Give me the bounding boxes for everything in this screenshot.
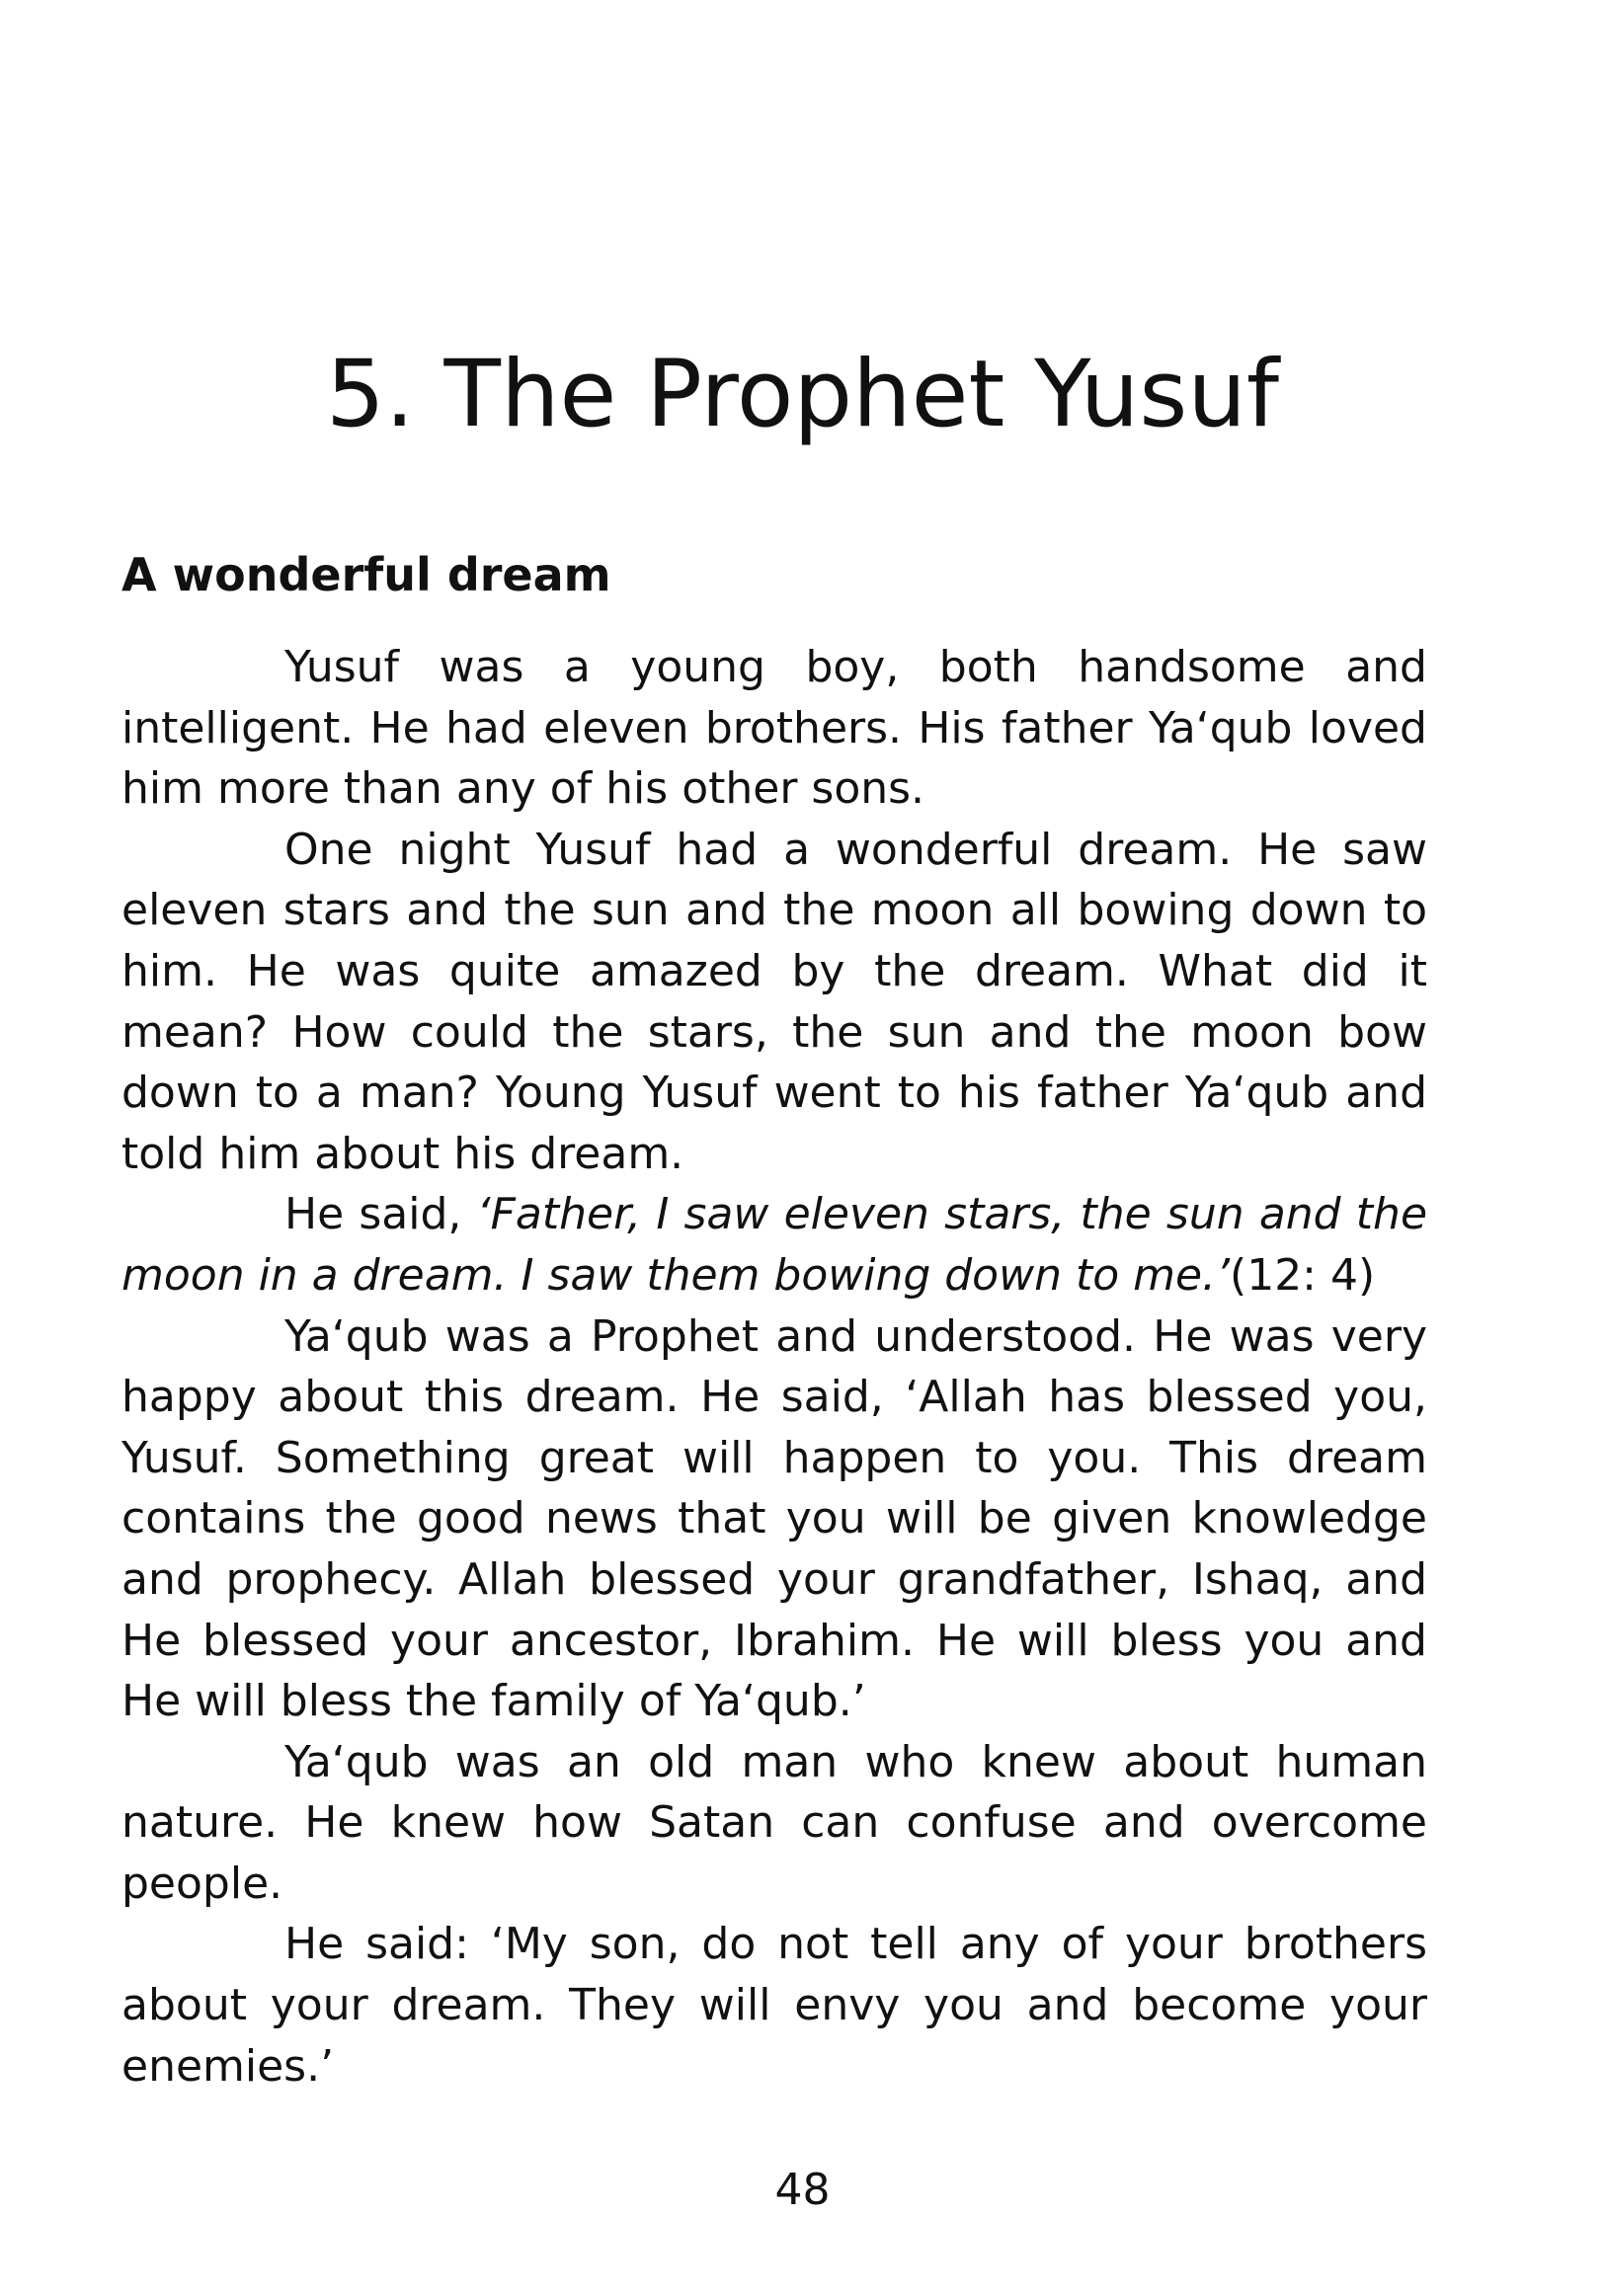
quote-lead: He said, [284,1189,477,1240]
page-number: 48 [774,2165,831,2215]
section-heading: A wonderful dream [121,548,611,601]
paragraph-2: One night Yusuf had a wonderful dream. He saw eleven stars and the sun and the moon all bowing down to him. He was quite amazed by the dream. What did it mean? How could the stars, the sun and the moon bow down to a man? Young Yusuf went to his father Ya‘qub and told him about his dream. [121,824,1427,1179]
verse-reference: (12: 4) [1230,1249,1376,1301]
quran-quote: ‘Father, I saw eleven stars, the sun and the moon in a dream. I saw them bowing down to me.’ [121,1189,1428,1301]
paragraph-5: Ya‘qub was an old man who knew about human nature. He knew how Satan can confuse and overcome people. [121,1736,1427,1909]
body-text [121,637,1427,2097]
paragraph-1: Yusuf was a young boy, both handsome and intelligent. He had eleven brothers. His father Ya‘qub loved him more than any of his other sons. [121,642,1427,815]
paragraph-6: He said: ‘My son, do not tell any of your brothers about your dream. They will envy you and become your enemies.’ [121,1919,1427,2092]
chapter-title: 5. The Prophet Yusuf [325,341,1280,448]
paragraph-3-quote [121,1184,1427,1306]
paragraph-4: Ya‘qub was a Prophet and understood. He was very happy about this dream. He said, ‘Allah has blessed you, Yusuf. Something great will happen to you. This dream contains the good news that you will be given knowledge and prophecy. Allah blessed your grandfather, Ishaq, and He blessed your ancestor, Ibrahim. He will bless you and He will bless the family of Ya‘qub.’ [121,1310,1427,1727]
